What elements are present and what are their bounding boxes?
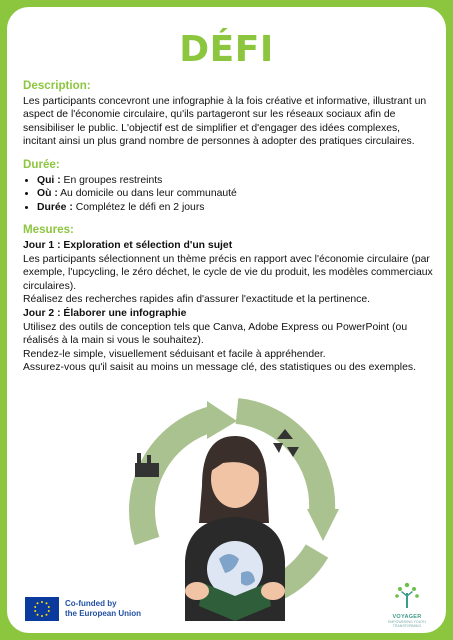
day2-title: Jour 2 : Élaborer une infographie [23, 307, 187, 319]
day1-title: Jour 1 : Exploration et sélection d'un sujet [23, 239, 233, 251]
duree-value: Au domicile ou dans leur communauté [57, 188, 237, 200]
day1-paragraph-2: Réalisez des recherches rapides afin d'assurer l'exactitude et la pertinence. [23, 294, 371, 306]
duree-list [23, 174, 434, 215]
circular-economy-illustration [107, 391, 357, 621]
mesures-heading: Mesures: [23, 223, 74, 237]
voyager-tree-icon [392, 581, 422, 609]
content [23, 79, 434, 375]
eu-line-2: the European Union [65, 609, 141, 618]
voyager-tagline-2: TRANSFORMING [392, 624, 422, 628]
eu-funding-logo [25, 597, 141, 621]
duree-heading: Durée: [23, 157, 60, 171]
duree-item-qui [37, 174, 434, 188]
voyager-name: VOYAGER [392, 614, 422, 620]
description-heading: Description: [23, 79, 91, 92]
page-title: DÉFI [179, 29, 274, 70]
challenge-card [7, 7, 446, 633]
duree-item-duree [37, 201, 434, 215]
duree-label: Durée : [37, 201, 73, 213]
eu-flag-icon [25, 597, 59, 621]
eu-funding-text [65, 599, 141, 619]
person-holding-globe-icon [185, 436, 285, 621]
duree-label: Qui : [37, 174, 61, 186]
duree-value: En groupes restreints [60, 174, 163, 186]
day2-paragraph-3: Assurez-vous qu'il saisit au moins un message clé, des statistiques ou des exemples. [23, 362, 416, 374]
eu-line-1: Co-funded by [65, 599, 117, 608]
duree-value: Complétez le défi en 2 jours [72, 201, 205, 213]
voyager-tagline-1: EMPOWERING YOUTH [388, 620, 426, 624]
duree-item-ou [37, 187, 434, 201]
duree-label: Où : [37, 188, 58, 200]
day1-paragraph-1: Les participants sélectionnent un thème précis en rapport avec l'économie circulaire (par exemple, l'upcycling, le zéro déchet, le cycle de vie du produit, les modèles commerciaux circulaires). [23, 253, 433, 292]
day2-paragraph-2: Rendez-le simple, visuellement séduisant et facile à appréhender. [23, 348, 326, 360]
day2-paragraph-1: Utilisez des outils de conception tels que Canva, Adobe Express ou PowerPoint (ou réalisés à la main si vous le souhaitez). [23, 321, 408, 347]
description-text: Les participants concevront une infographie à la fois créative et informative, illustrant un aspect de l'économie circulaire, qu'ils partageront sur les réseaux sociaux afin de sensibiliser le public. L'objectif est de simplifier et d'engager des idées complexes, incitant ainsi un plus grand nombre de personnes à adopter des pratiques circulaires. [23, 95, 427, 148]
voyager-logo [383, 581, 431, 628]
